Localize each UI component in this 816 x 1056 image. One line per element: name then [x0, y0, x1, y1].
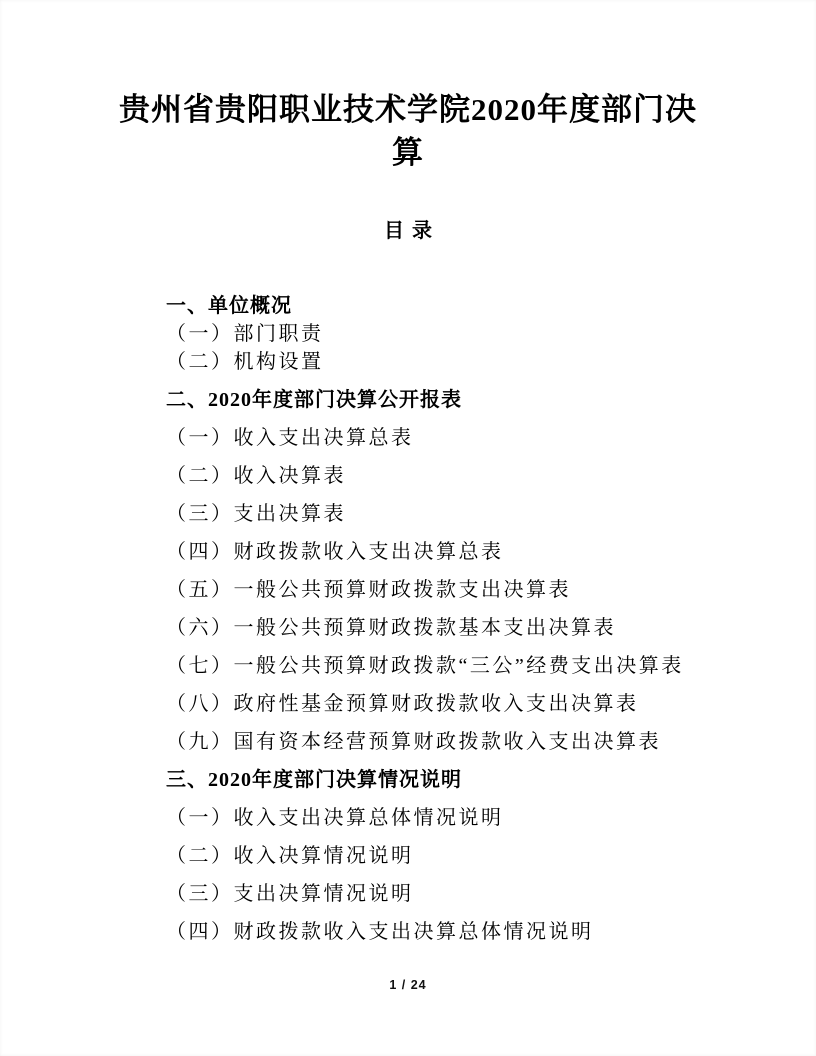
toc-entry: （四）财政拨款收入支出决算总体情况说明	[166, 921, 594, 943]
toc-entry: （五）一般公共预算财政拨款支出决算表	[166, 579, 571, 601]
toc-entry: （一）收入支出决算总体情况说明	[166, 807, 504, 829]
page-title-line-1: 贵州省贵阳职业技术学院2020年度部门决	[119, 92, 697, 127]
toc-list	[166, 292, 756, 946]
toc-entry: （一）部门职责	[166, 323, 324, 345]
toc-section-heading: 一、单位概况	[166, 295, 292, 317]
toc-section-heading: 二、2020年度部门决算公开报表	[166, 389, 462, 411]
toc-entry: （二）收入决算情况说明	[166, 845, 414, 867]
toc-entry: （七）一般公共预算财政拨款“三公”经费支出决算表	[166, 655, 684, 677]
toc-entry: （九）国有资本经营预算财政拨款收入支出决算表	[166, 731, 661, 753]
toc-entry: （一）收入支出决算总表	[166, 427, 414, 449]
page-title	[0, 0, 816, 174]
page-number: 1 / 24	[389, 978, 427, 992]
toc-heading: 目录	[384, 220, 440, 242]
toc-entry: （六）一般公共预算财政拨款基本支出决算表	[166, 617, 616, 639]
page-title-line-2: 算	[392, 135, 424, 170]
toc-entry: （二）机构设置	[166, 351, 324, 373]
toc-entry: （三）支出决算表	[166, 503, 346, 525]
toc-section-heading: 三、2020年度部门决算情况说明	[166, 769, 462, 791]
toc-entry: （二）收入决算表	[166, 465, 346, 487]
toc-entry: （四）财政拨款收入支出决算总表	[166, 541, 504, 563]
toc-entry: （三）支出决算情况说明	[166, 883, 414, 905]
toc-entry: （八）政府性基金预算财政拨款收入支出决算表	[166, 693, 639, 715]
